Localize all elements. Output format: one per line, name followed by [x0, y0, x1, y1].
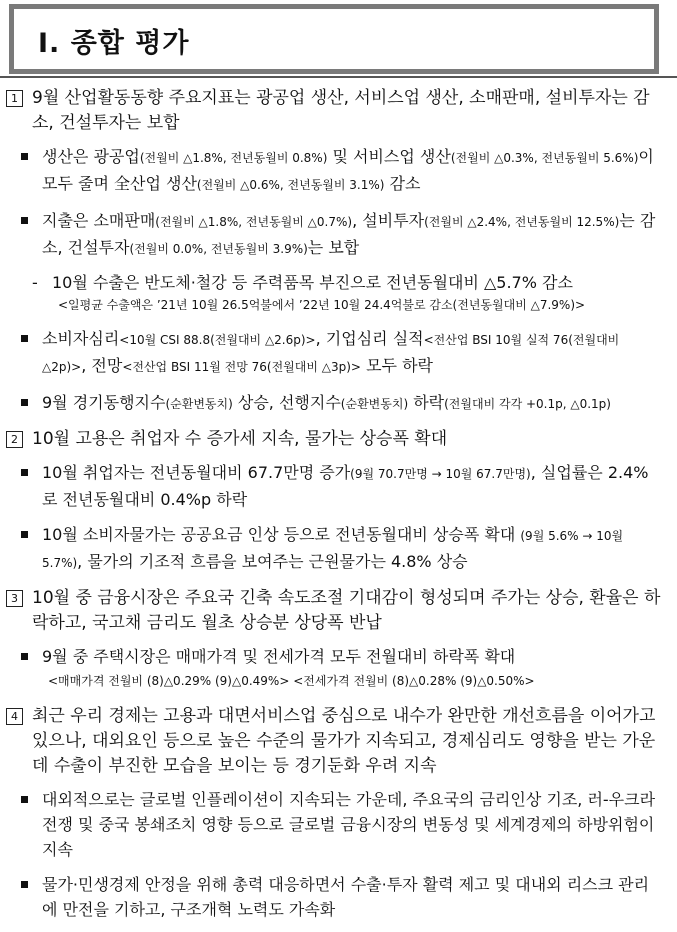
section-4-heading — [0, 704, 677, 779]
section-3-heading — [0, 586, 677, 636]
employment-text-a: 10월 취업자는 전년동월대비 67.7만명 증가 — [42, 463, 351, 482]
square-bullet-icon — [21, 796, 28, 803]
square-bullet-icon — [21, 469, 28, 476]
section-number-box: 4 — [6, 708, 23, 725]
housing-note: <매매가격 전월비 (8)△0.29% (9)△0.49%> <전세가격 전월비 (8)△0.28% (9)△0.50%> — [48, 674, 535, 688]
spending-detail-b: (전월비 △2.4%, 전년동월비 12.5%) — [424, 215, 620, 229]
bullet-production — [0, 144, 677, 198]
square-bullet-icon — [21, 653, 28, 660]
indices-text-b: 상승, 선행지수 — [232, 393, 341, 412]
bullet-housing — [0, 644, 677, 694]
production-detail-a: (전월비 △1.8%, 전년동월비 0.8%) — [139, 151, 328, 165]
employment-detail-a: (9월 70.7만명 → 10월 67.7만명) — [350, 467, 531, 481]
subitem-exports — [0, 272, 677, 316]
section-3-text: 10월 중 금융시장은 주요국 긴축 속도조절 기대감이 형성되며 주가는 상승, 환율은 하락하고, 국고채 금리도 월초 상승분 상당폭 반납 — [32, 588, 661, 633]
production-text-c: 이 모두 줄며 全산업 생산 — [42, 147, 654, 193]
bullet-external-risks — [0, 787, 677, 862]
sentiment-detail-c: <전산업 BSI 11월 전망 76(전월대비 △3p)> — [122, 360, 361, 374]
section-1-heading — [0, 86, 677, 136]
spending-detail-a: (전월비 △1.8%, 전년동월비 △0.7%) — [155, 215, 353, 229]
square-bullet-icon — [21, 531, 28, 538]
external-risks-text: 대외적으로는 글로벌 인플레이션이 지속되는 가운데, 주요국의 금리인상 기조, 러-우크라 전쟁 및 중국 봉쇄조치 영향 등으로 글로벌 금융시장의 변동성 및 세계경제의 하방위험이 지속 — [42, 790, 656, 859]
bullet-sentiment — [0, 326, 677, 380]
indices-text-a: 9월 경기동행지수 — [42, 393, 166, 412]
prices-detail-a: (9월 5.6% → 10월 5.7%) — [42, 529, 624, 570]
section-number-box: 1 — [6, 90, 23, 107]
spending-detail-c: (전월비 0.0%, 전년동월비 3.9%) — [129, 242, 308, 256]
exports-text: 10월 수출은 반도체·철강 등 주력품목 부진으로 전년동월대비 △5.7% 감소 — [52, 273, 573, 292]
page-title: Ⅰ. 종합 평가 — [38, 28, 190, 59]
indices-detail-b: (순환변동치) — [340, 397, 409, 411]
production-text-d: 감소 — [384, 174, 421, 193]
production-text-a: 생산은 광공업 — [42, 147, 140, 166]
spending-text-a: 지출은 소매판매 — [42, 211, 156, 230]
production-text-b: 및 서비스업 생산 — [327, 147, 451, 166]
indices-text-c: 하락 — [408, 393, 445, 412]
production-detail-b: (전월비 △0.3%, 전년동월비 5.6%) — [450, 151, 639, 165]
sentiment-text-a: 소비자심리 — [42, 329, 120, 348]
section-2-heading — [0, 427, 677, 452]
spending-text-b: , 설비투자 — [352, 211, 425, 230]
square-bullet-icon — [21, 399, 28, 406]
document-body — [0, 86, 677, 932]
section-1 — [0, 86, 677, 417]
section-4-text: 최근 우리 경제는 고용과 대면서비스업 중심으로 내수가 완만한 개선흐름을 이어가고 있으나, 대외요인 등으로 높은 수준의 물가가 지속되고, 경제심리도 영향을 받는 가운데 수출이 부진한 모습을 보이는 등 경기둔화 우려 지속 — [32, 706, 656, 776]
production-detail-c: (전월비 △0.6%, 전년동월비 3.1%) — [196, 178, 385, 192]
housing-text: 9월 중 주택시장은 매매가격 및 전세가격 모두 전월대비 하락폭 확대 — [42, 647, 516, 666]
section-4 — [0, 704, 677, 922]
title-box — [9, 4, 659, 74]
bullet-indices — [0, 390, 677, 417]
title-divider — [0, 76, 677, 78]
sentiment-detail-a: <10월 CSI 88.8(전월대비 △2.6p)> — [119, 333, 316, 347]
section-2-text: 10월 고용은 취업자 수 증가세 지속, 물가는 상승폭 확대 — [32, 429, 448, 449]
indices-detail-a: (순환변동치) — [165, 397, 233, 411]
sentiment-text-c: , 전망 — [81, 356, 123, 375]
sentiment-text-d: 모두 하락 — [360, 356, 433, 375]
policy-text: 물가·민생경제 안정을 위해 총력 대응하면서 수출·투자 활력 제고 및 대내외 리스크 관리에 만전을 기하고, 구조개혁 노력도 가속화 — [42, 875, 650, 919]
bullet-employment — [0, 460, 677, 512]
dash-bullet: - — [32, 273, 38, 292]
spending-text-d: 는 보합 — [307, 238, 360, 257]
section-1-text: 9월 산업활동동향 주요지표는 광공업 생산, 서비스업 생산, 소매판매, 설비투자는 감소, 건설투자는 보합 — [32, 88, 650, 133]
section-number-box: 3 — [6, 590, 23, 607]
sentiment-detail-b: <전산업 BSI 10월 실적 76(전월대비 △2p)> — [42, 333, 620, 374]
sentiment-text-b: , 기업심리 실적 — [315, 329, 424, 348]
square-bullet-icon — [21, 153, 28, 160]
prices-text-a: 10월 소비자물가는 공공요금 인상 등으로 전년동월대비 상승폭 확대 — [42, 525, 521, 544]
indices-detail-c: (전월대비 각각 +0.1p, △0.1p) — [444, 397, 611, 411]
spending-text-c: 는 감소, 건설투자 — [42, 211, 656, 257]
section-number-box: 2 — [6, 431, 23, 448]
prices-text-b: , 물가의 기조적 흐름을 보여주는 근원물가는 4.8% 상승 — [77, 552, 468, 571]
square-bullet-icon — [21, 217, 28, 224]
section-3 — [0, 586, 677, 694]
bullet-policy — [0, 872, 677, 922]
exports-note: <일평균 수출액은 ’21년 10월 26.5억불에서 ’22년 10월 24.4억불로 감소(전년동월대비 △7.9%)> — [58, 298, 586, 312]
section-2 — [0, 427, 677, 576]
square-bullet-icon — [21, 335, 28, 342]
bullet-prices — [0, 522, 677, 576]
employment-text-b: , 실업률은 2.4%로 전년동월대비 0.4%p 하락 — [42, 463, 649, 509]
square-bullet-icon — [21, 881, 28, 888]
bullet-spending — [0, 208, 677, 262]
